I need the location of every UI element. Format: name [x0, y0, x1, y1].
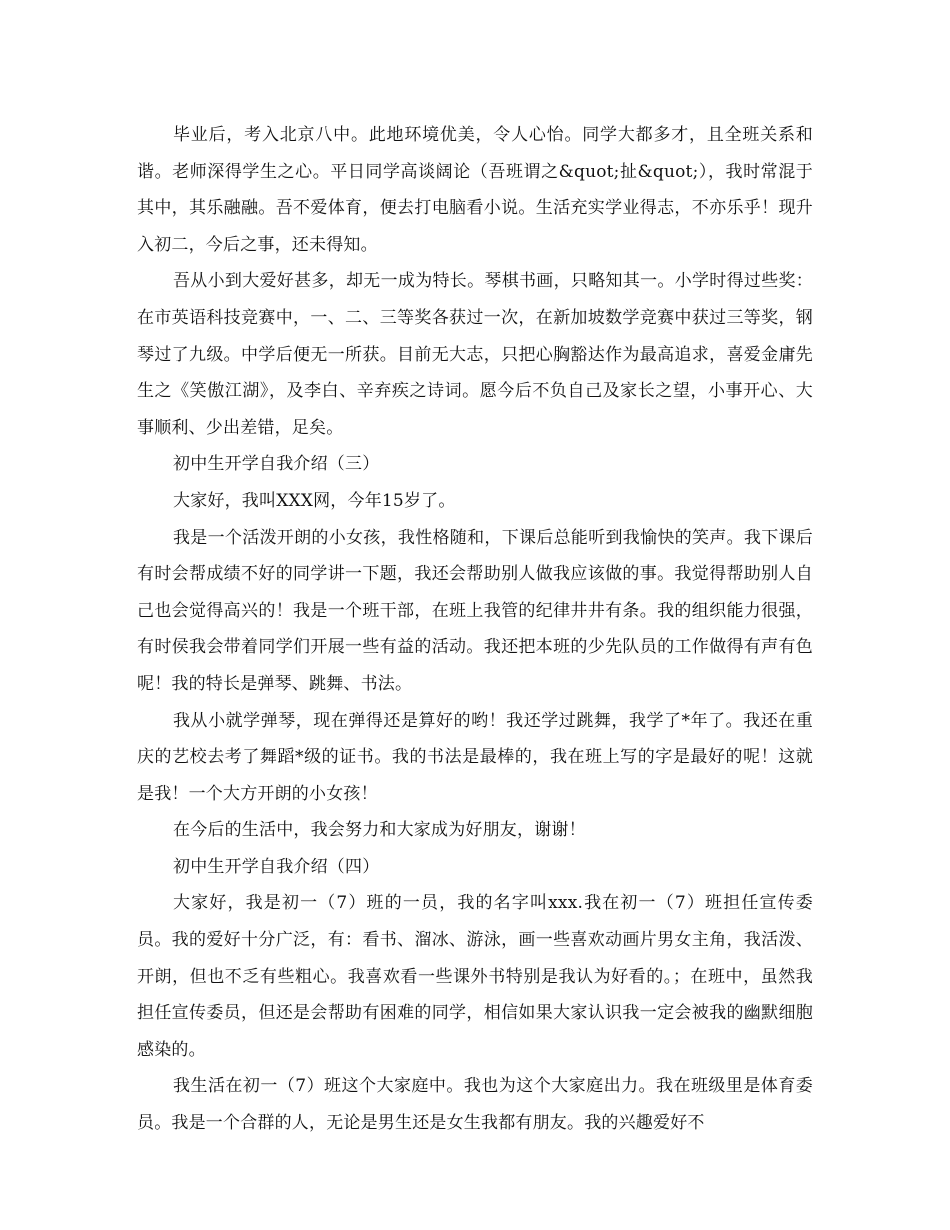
section-heading-3: 初中生开学自我介绍（三）	[173, 454, 380, 475]
paragraph-greeting-4: 大家好，我是初一（7）班的一员，我的名字叫xxx.我在初一（7）班担任宣传委员。我的爱好十分广泛，有：看书、溜冰、游泳，画一些喜欢动画片男女主角，我活泼、开朗，但也不乏有些粗心。我喜欢看一些课外书特别是我认为好看的。；在班中，虽然我担任宣传委员，但还是会帮助有困难的同学，相信如果大家认识我一定会被我的幽默细胞感染的。	[137, 893, 813, 1060]
section-heading-4: 初中生开学自我介绍（四）	[173, 856, 380, 877]
paragraph-class-life: 我生活在初一（7）班这个大家庭中。我也为这个大家庭出力。我在班级里是体育委员。我是一个合群的人，无论是男生还是女生我都有朋友。我的兴趣爱好不	[137, 1076, 813, 1134]
paragraph-greeting-3: 大家好，我叫XXX网，今年15岁了。	[173, 490, 456, 511]
paragraph-lively-girl: 我是一个活泼开朗的小女孩，我性格随和，下课后总能听到我愉快的笑声。我下课后有时会帮成绩不好的同学讲一下题，我还会帮助别人做我应该做的事。我觉得帮助别人自己也会觉得高兴的！我是一个班干部，在班上我管的纪律井井有条。我的组织能力很强，有时侯我会带着同学们开展一些有益的活动。我还把本班的少先队员的工作做得有声有色呢！我的特长是弹琴、跳舞、书法。	[137, 527, 813, 694]
paragraph-closing-3: 在今后的生活中，我会努力和大家成为好朋友，谢谢！	[173, 820, 586, 841]
paragraph-piano-dance: 我从小就学弹琴，现在弹得还是算好的哟！我还学过跳舞，我学了*年了。我还在重庆的艺校去考了舞蹈*级的证书。我的书法是最棒的，我在班上写的字是最好的呢！这就是我！一个大方开朗的小女孩！	[137, 710, 813, 804]
paragraph-hobbies-awards: 吾从小到大爱好甚多，却无一成为特长。琴棋书画，只略知其一。小学时得过些奖：在市英语科技竞赛中，一、二、三等奖各获过一次，在新加坡数学竞赛中获过三等奖，钢琴过了九级。中学后便无一所获。目前无大志，只把心胸豁达作为最高追求，喜爱金庸先生之《笑傲江湖》，及李白、辛弃疾之诗词。愿今后不负自己及家长之望，小事开心、大事顺利、少出差错，足矣。	[137, 271, 813, 438]
document-page	[137, 117, 813, 1142]
paragraph-grad-beijing-8th: 毕业后，考入北京八中。此地环境优美，令人心怡。同学大都多才，且全班关系和谐。老师深得学生之心。平日同学高谈阔论（吾班谓之&quot;扯&quot;），我时常混于其中，其乐融融。吾不爱体育，便去打电脑看小说。生活充实学业得志，不亦乐乎！现升入初二，今后之事，还未得知。	[137, 125, 813, 255]
